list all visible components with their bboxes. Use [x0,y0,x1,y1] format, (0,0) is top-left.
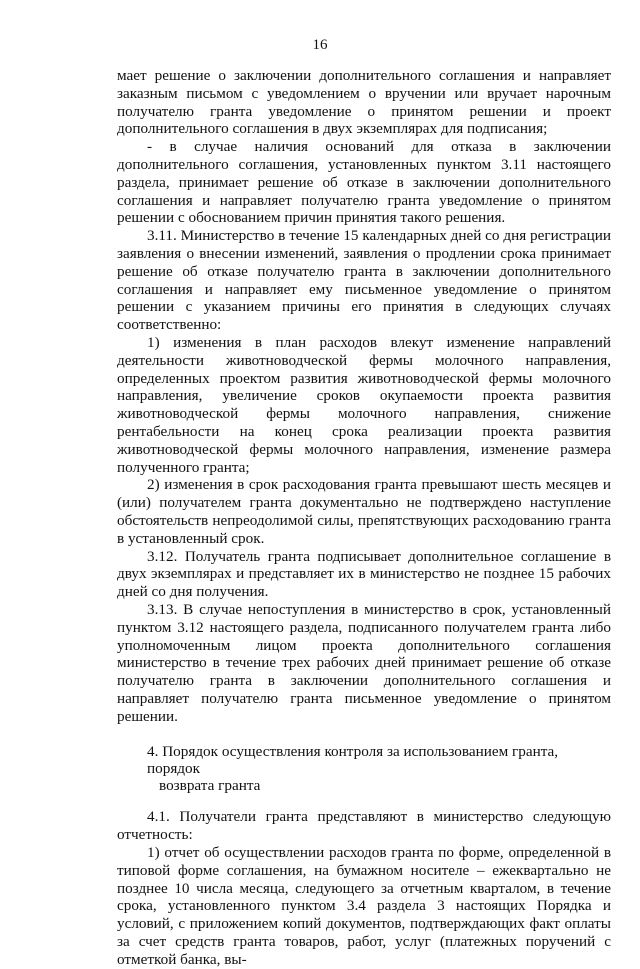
paragraph-3-11-item-2: 2) изменения в срок расходования гранта превышают шесть месяцев и (или) получателем гранта документально не подтверждено наступление обстоятельств непреодолимой силы, препятствующих расходованию гранта в установленный срок. [117,476,611,547]
paragraph-3-11: 3.11. Министерство в течение 15 календарных дней со дня регистрации заявления о внесении изменений, заявления о продлении срока принимает решение об отказе получателю гранта в заключении дополнительного соглашения и направляет ему письменное уведомление о принятом решении с указанием причины его принятия в следующих случаях соответственно: [117,227,611,334]
paragraph-3-12: 3.12. Получатель гранта подписывает дополнительное соглашение в двух экземплярах и представляет их в министерство не позднее 15 рабочих дней со дня получения. [117,547,611,601]
paragraph-4-1: 4.1. Получатели гранта представляют в министерство следующую отчетность: [117,808,611,844]
section-4-heading [117,743,611,794]
section-4-heading-line1: 4. Порядок осуществления контроля за использованием гранта, порядок [147,743,559,778]
section-4-heading-line2: возврата гранта [159,777,261,795]
paragraph-3-13: 3.13. В случае непоступления в министерство в срок, установленный пунктом 3.12 настоящего раздела, подписанного получателем гранта либо уполномоченным лицом проекта дополнительного соглашения министерство в течение трех рабочих дней принимает решение об отказе получателю гранта в заключении дополнительного соглашения и направляет получателю гранта письменное уведомление о принятом решении. [117,600,611,725]
paragraph-3-11-item-1: 1) изменения в план расходов влекут изменение направлений деятельности животноводческой фермы молочного направления, определенных проектом развития животноводческой фермы молочного направления, увеличение сроков окупаемости проекта развития животноводческой фермы молочного направления, снижение рентабельности на конец срока реализации проекта развития животноводческой фермы молочного направления, изменение размера полученного гранта; [117,333,611,476]
paragraph-refusal-case: - в случае наличия оснований для отказа в заключении дополнительного соглашения, установленных пунктом 3.11 настоящего раздела, принимает решение об отказе в заключении дополнительного соглашения и направляет получателю гранта уведомление о принятом решении с обоснованием причин принятия такого решения. [117,138,611,227]
document-body [117,67,611,969]
paragraph-continuation: мает решение о заключении дополнительного соглашения и направляет заказным письмом с уведомлением о вручении или вручает нарочным получателю гранта уведомление о принятом решении и проект дополнительного соглашения в двух экземплярах для подписания; [117,67,611,138]
page-number: 16 [312,37,328,53]
paragraph-4-1-item-1: 1) отчет об осуществлении расходов гранта по форме, определенной в типовой форме соглашения, на бумажном носителе – ежеквартально не позднее 10 числа месяца, следующего за отчетным кварталом, в течение срока, установленного пунктом 3.4 раздела 3 настоящих Порядка и условий, с приложением копий документов, подтверждающих факт оплаты за счет средств гранта товаров, работ, услуг (платежных поручений с отметкой банка, вы- [117,844,611,968]
